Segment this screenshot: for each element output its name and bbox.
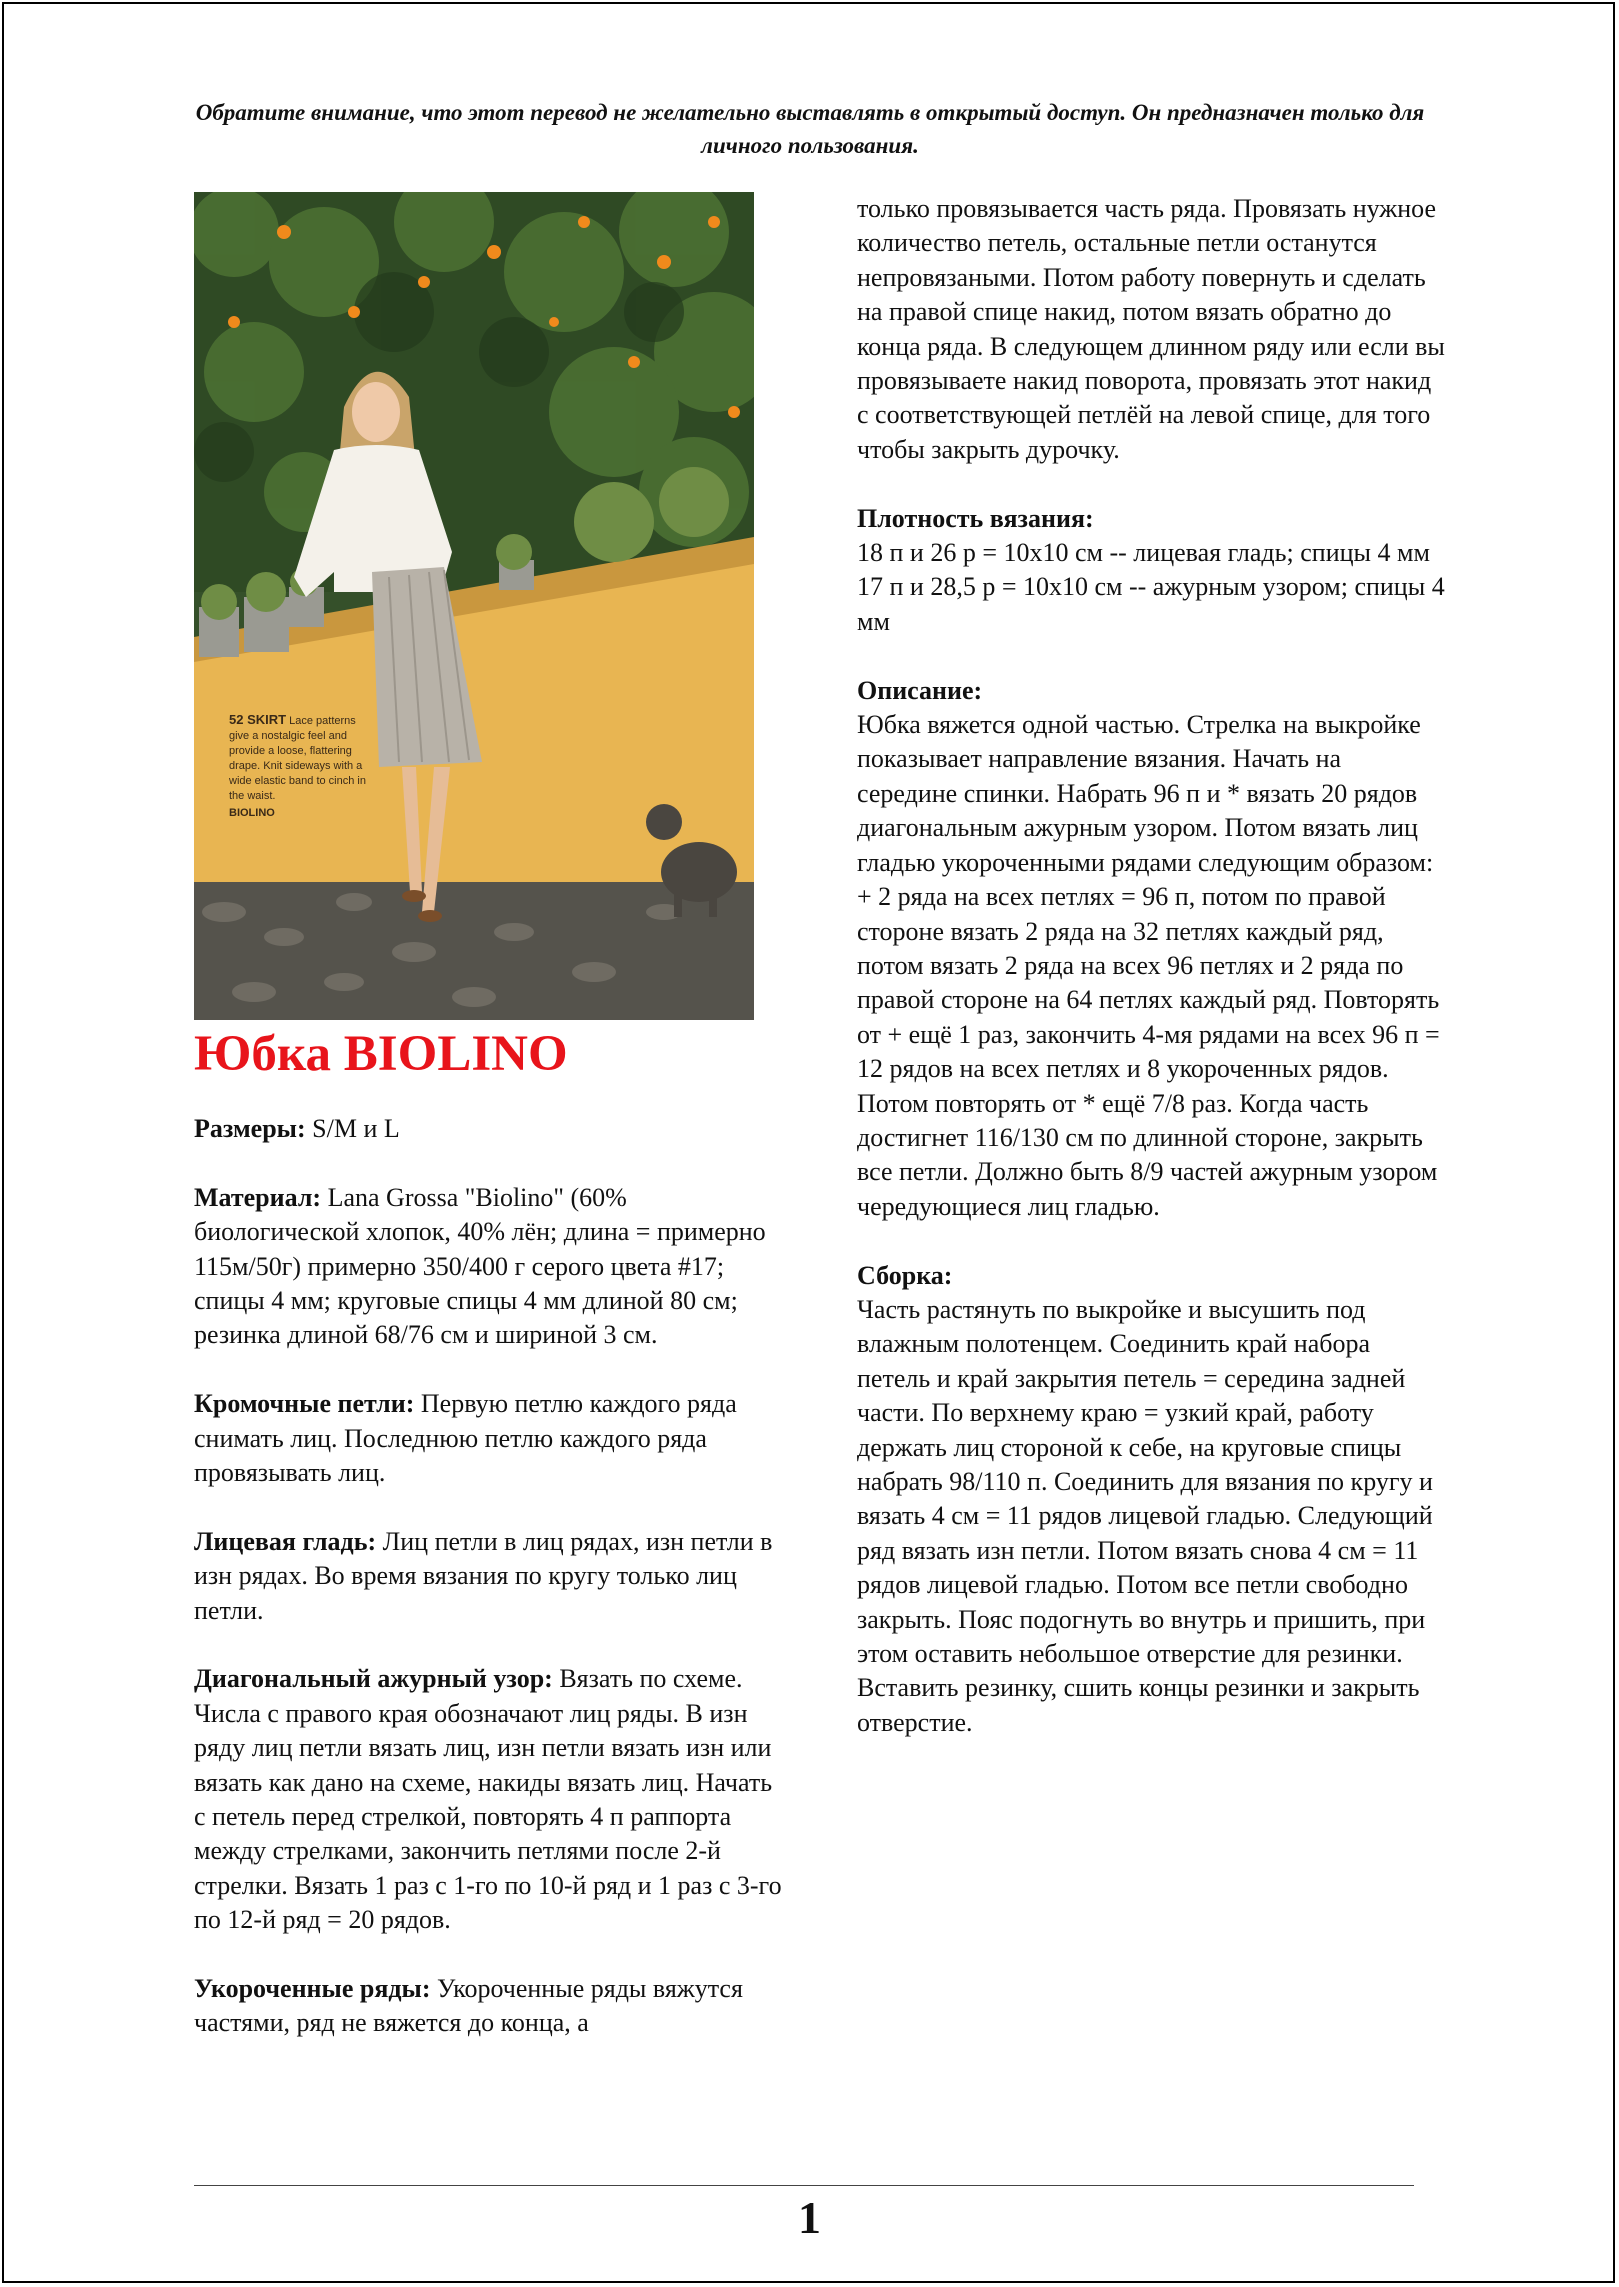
stockinette-text: Лиц петли в лиц рядах, изн петли в изн рядах. Во время вязания по кругу только лиц петли. xyxy=(194,1526,773,1625)
short-rows-label: Укороченные ряды: xyxy=(194,1974,431,2004)
stockinette-label: Лицевая гладь: xyxy=(194,1526,377,1556)
assembly-text: Часть растянуть по выкройке и высушить под влажным полотенцем. Соединить край набора петель и край закрытия петель = середина задней части. По верхнему краю = узкий край, работу держать лиц стороной к себе, на круговые спицы набрать 98/110 п. Соединить для вязания по кругу и вязать 4 см = 11 рядов лицевой гладью. Следующий ряд вязать изн петли. Потом вязать снова 4 см = 11 рядов лицевой гладью. Потом все петли свободно закрыть. Пояс подогнуть во внутрь и пришить, при этом оставить небольшое отверстие для резинки. Вставить резинку, сшить концы резинки и закрыть отверстие. xyxy=(857,1294,1433,1737)
gauge-line-1: 18 п и 26 р = 10x10 см -- лицевая гладь; спицы 4 мм xyxy=(857,538,1430,568)
short-rows-paragraph xyxy=(194,1972,784,2041)
gauge-heading: Плотность вязания: xyxy=(857,503,1094,533)
material-label: Материал: xyxy=(194,1182,322,1212)
description-text: Юбка вяжется одной частью. Стрелка на выкройке показывает направление вязания. Начать на середине спинки. Набрать 96 п и * вязать 20 рядов диагональным ажурным узором. Потом вязать лиц гладью укороченными рядами следующим образом: + 2 ряда на всех петлях = 96 п, потом по правой стороне вязать 2 ряда на 32 петлях каждый ряд, потом вязать 2 ряда на всех 96 петлях и 2 ряда по правой стороне на 64 петлях каждый ряд. Повторять от + ещё 1 раз, закончить 4-мя рядами на всех 96 п = 12 рядов на всех петлях и 8 укороченных рядов. Потом повторять от * ещё 7/8 раз. Когда часть достигнет 116/130 см по длинной стороне, закрыть все петли. Должно быть 8/9 частей ажурным узором чередующиеся лиц гладью. xyxy=(857,710,1440,1221)
sizes-label: Размеры: xyxy=(194,1114,306,1143)
edge-stitches-label: Кромочные петли: xyxy=(194,1389,415,1419)
left-column xyxy=(194,1112,784,2075)
photo-caption xyxy=(229,712,369,821)
lace-pattern-label: Диагональный ажурный узор: xyxy=(194,1664,553,1694)
short-rows-text: Укороченные ряды вяжутся частями, ряд не вяжется до конца, а xyxy=(194,1974,743,2038)
page-number: 1 xyxy=(798,2192,821,2243)
material-text: Lana Grossa "Biolino" (60% биологической хлопок, 40% лён; длина = примерно 115м/50г) примерно 350/400 г серого цвета #17; спицы 4 мм; круговые спицы 4 мм длиной 80 см; резинка длиной 68/76 см и шириной 3 см. xyxy=(194,1182,766,1350)
gauge-section xyxy=(857,502,1447,640)
sizes-text: S/M и L xyxy=(305,1114,400,1143)
skirt-photo xyxy=(194,192,754,1020)
caption-text: Lace patterns give a nostalgic feel and provide a loose, flattering drape. Knit sideways with a wide elastic band to cinch in the waist. xyxy=(229,715,366,802)
right-column xyxy=(857,192,1447,1775)
copyright-notice: Обратите внимание, что этот перевод не желательно выставлять в открытый доступ. Он предназначен только для личного пользования. xyxy=(195,100,1425,158)
page-title: Юбка BIOLINO xyxy=(194,1026,568,1082)
edge-stitches-paragraph xyxy=(194,1387,784,1490)
caption-brand: BIOLINO xyxy=(229,807,275,819)
lace-pattern-paragraph xyxy=(194,1662,784,1937)
description-heading: Описание: xyxy=(857,675,983,705)
assembly-heading: Сборка: xyxy=(857,1260,953,1290)
material-paragraph xyxy=(194,1181,784,1353)
short-rows-continued: только провязывается часть ряда. Провязать нужное количество петель, остальные петли останутся непровязаными. Потом работу повернуть и сделать на правой спице накид, потом вязать обратно до конца ряда. В следующем длинном ряду или если вы провязываете накид поворота, провязать этот накид с соответствующей петлёй на левой спице, для того чтобы закрыть дурочку. xyxy=(857,194,1445,464)
caption-title: 52 SKIRT xyxy=(229,712,287,727)
description-section xyxy=(857,674,1447,1225)
gauge-line-2: 17 п и 28,5 р = 10x10 см -- ажурным узором; спицы 4 мм xyxy=(857,572,1445,636)
lace-pattern-text: Вязать по схеме. Числа с правого края обозначают лиц ряды. В изн ряду лиц петли вязать лиц, изн петли вязать изн или вязать как дано на схеме, накиды вязать лиц. Начать с петель перед стрелкой, повторять 4 п раппорта между стрелками, закончить петлями после 2-й стрелки. Вязать 1 раз с 1-го по 10-й ряд и 1 раз с 3-го по 12-й ряд = 20 рядов. xyxy=(194,1664,782,1935)
sizes-paragraph xyxy=(194,1112,784,1146)
footer-divider xyxy=(194,2185,1414,2186)
stockinette-paragraph xyxy=(194,1525,784,1628)
edge-stitches-text: Первую петлю каждого ряда снимать лиц. Последнюю петлю каждого ряда провязывать лиц. xyxy=(194,1389,737,1488)
assembly-section xyxy=(857,1259,1447,1741)
